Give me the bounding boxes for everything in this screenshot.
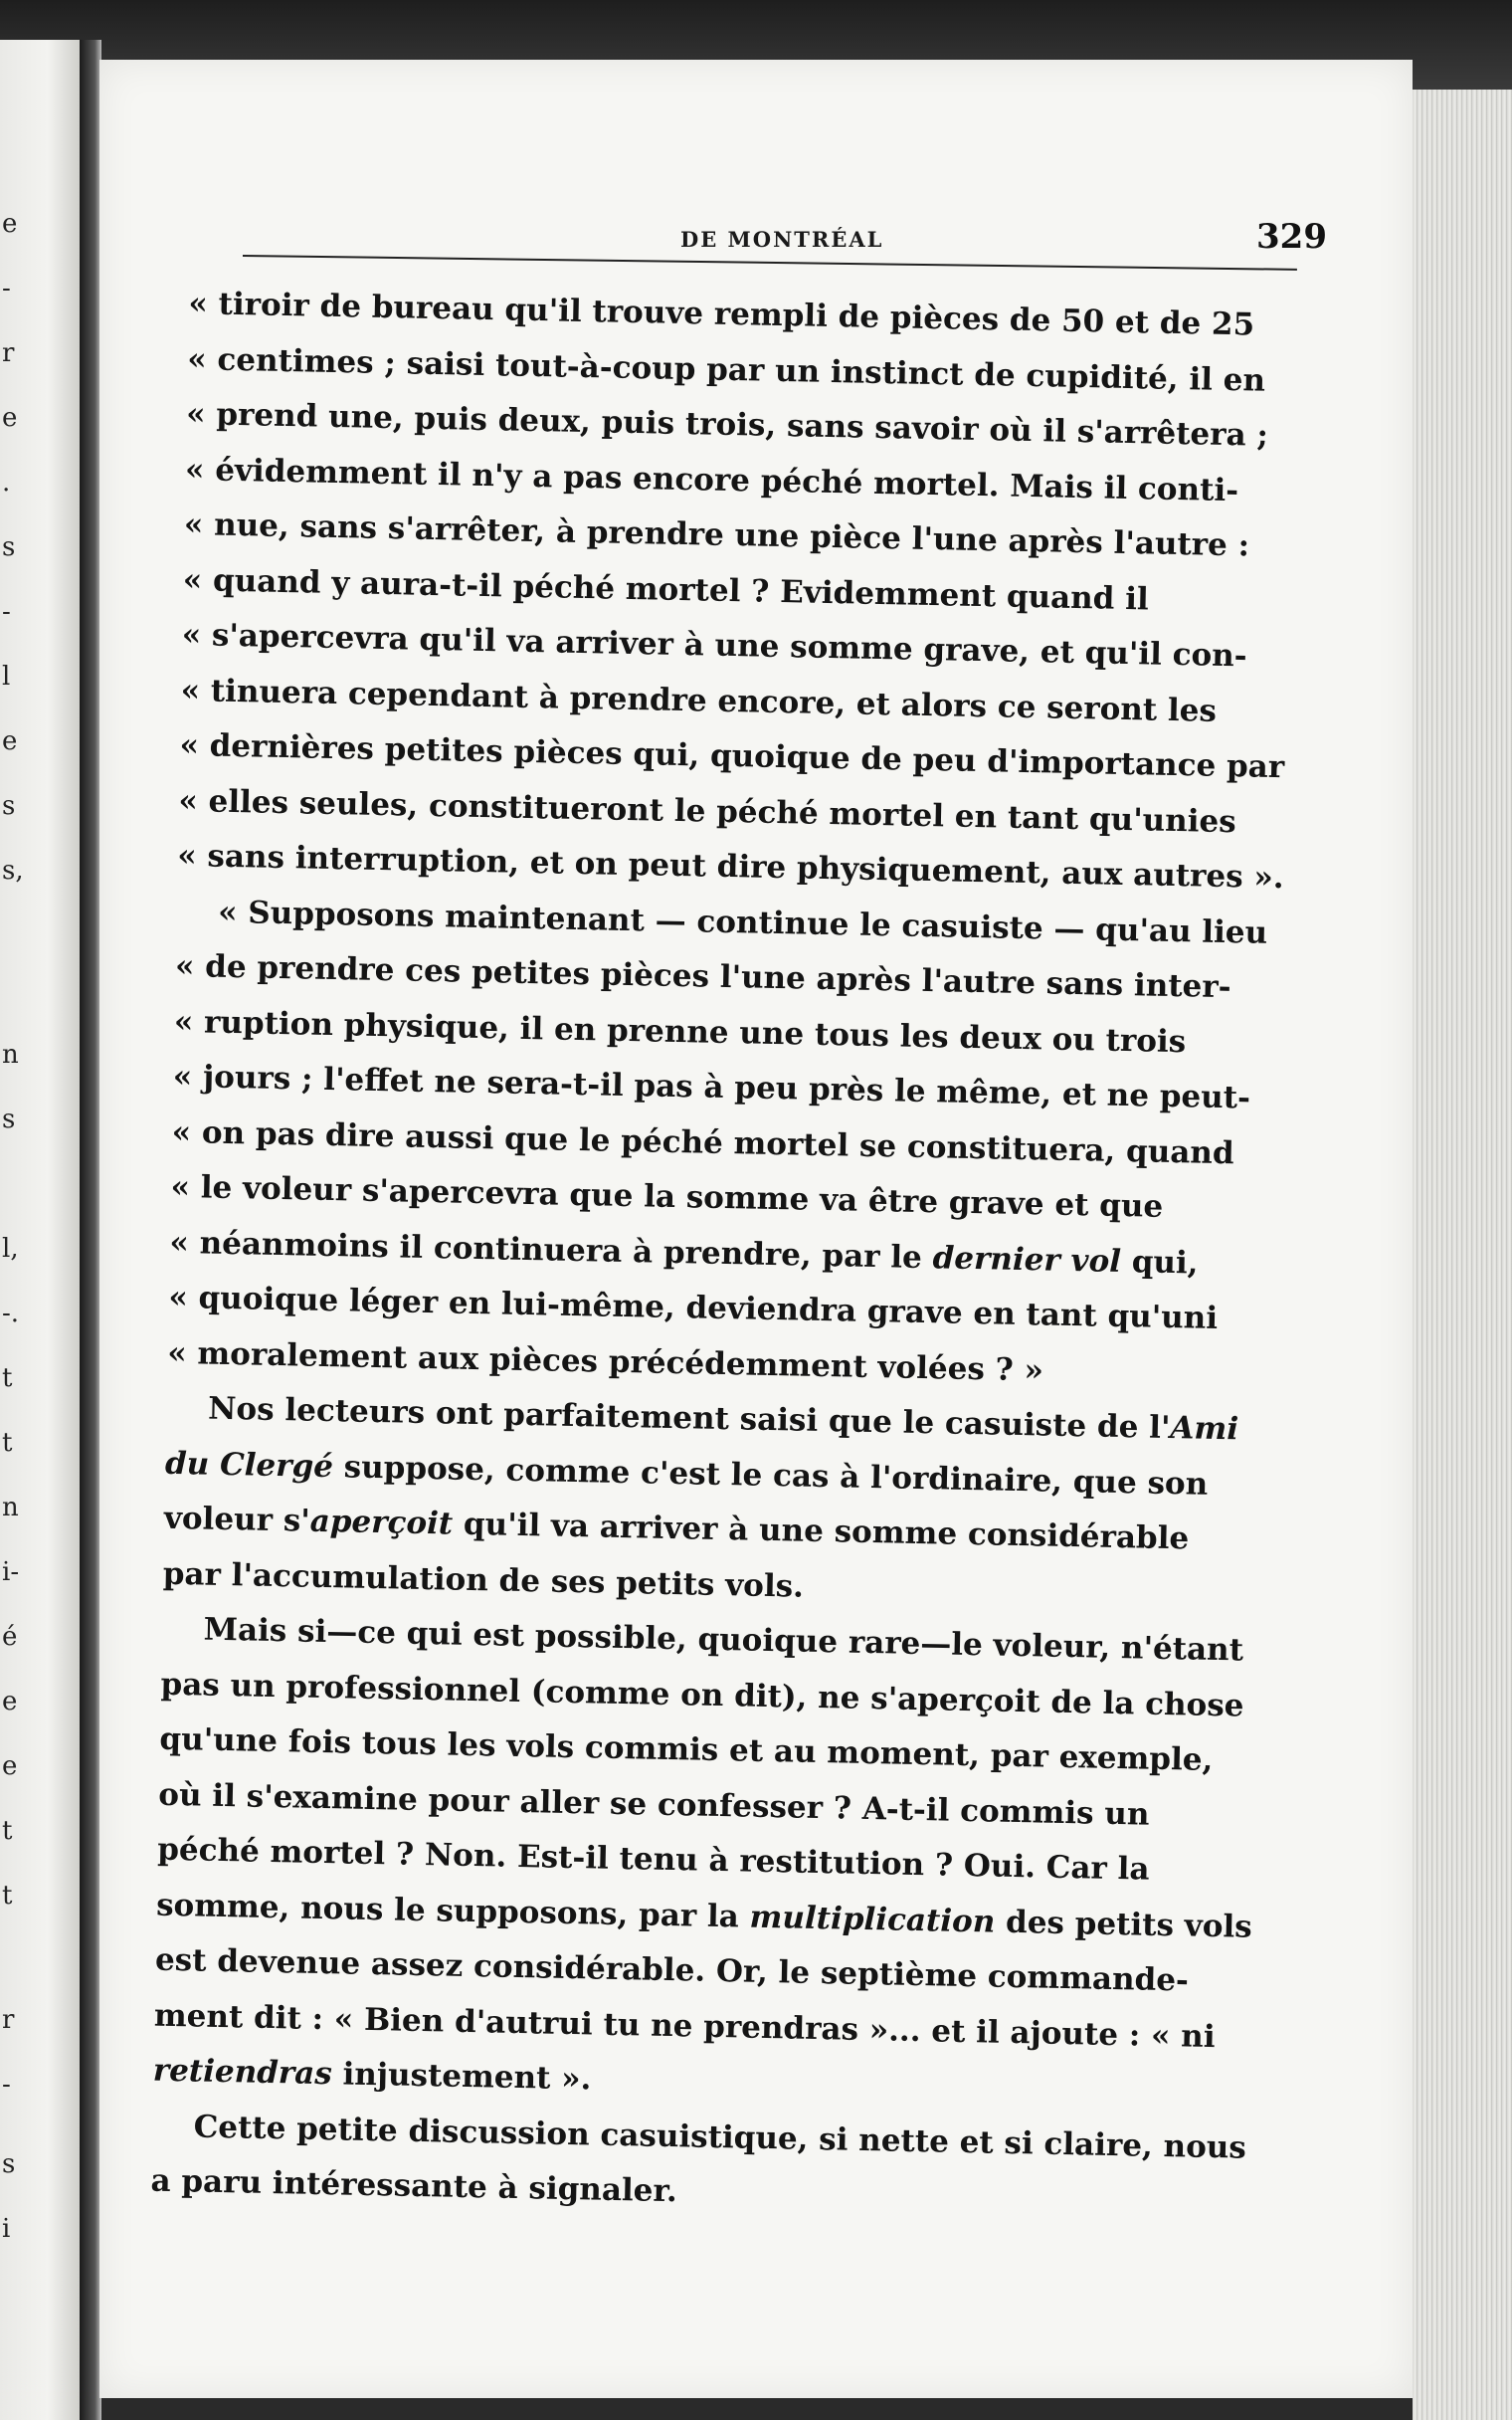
text-line: « tiroir de bureau qu'il trouve rempli de pièces de 50 et de 25: [188, 285, 1255, 343]
facing-page-fragment: i-: [2, 1557, 20, 1587]
text-line: Mais si—ce qui est possible, quoique rare—le voleur, n'étant: [203, 1611, 1244, 1669]
text-fragment: qu'il va arriver à une somme considérable: [452, 1506, 1190, 1557]
paragraph-5: [150, 2099, 1271, 2232]
paragraph-quote-2: [167, 884, 1296, 1403]
facing-page-fragment: r: [2, 2005, 15, 2035]
facing-page-fragment: l: [2, 662, 11, 692]
text-line: « de prendre ces petites pièces l'une après l'autre sans inter-: [174, 947, 1231, 1006]
text-line: péché mortel ? Non. Est-il tenu à restitution ? Oui. Car la: [156, 1831, 1150, 1888]
text-line: « elles seules, constitueront le péché mortel en tant qu'unies: [178, 782, 1237, 840]
facing-page-fragment: -.: [2, 1299, 20, 1328]
text-line: « évidemment il n'y a pas encore péché mortel. Mais il conti-: [184, 451, 1239, 508]
facing-page-fragment: s: [2, 2149, 16, 2179]
facing-page-fragment: -: [2, 597, 11, 627]
text-line: « le voleur s'apercevra que la somme va être grave et que: [170, 1168, 1164, 1225]
text-line: « tinuera cependant à prendre encore, et alors ce seront les: [180, 672, 1218, 729]
text-line: qu'une fois tous les vols commis et au moment, par exemple,: [159, 1720, 1214, 1778]
text-line: « prend une, puis deux, puis trois, sans savoir où il s'arrêtera ;: [185, 395, 1269, 454]
italic-phrase: dernier vol: [932, 1239, 1122, 1280]
paragraph-quote-1: [177, 277, 1308, 907]
facing-page-fragment: .: [2, 468, 11, 498]
page-header: [243, 217, 1327, 257]
text-line: pas un professionnel (comme on dit), ne s'aperçoit de la chose: [160, 1666, 1244, 1724]
text-fragment: qui,: [1120, 1243, 1199, 1282]
text-line: Cette petite discussion casuistique, si nette et si claire, nous: [193, 2108, 1247, 2166]
text-line: par l'accumulation de ses petits vols.: [162, 1555, 805, 1605]
text-line: où il s'examine pour aller se confesser ? A-t-il commis un: [158, 1776, 1150, 1833]
paragraph-4: [152, 1602, 1281, 2121]
text-line: « sans interruption, et on peut dire physiquement, aux autres ».: [176, 837, 1284, 897]
running-head: DE MONTRÉAL: [680, 227, 884, 252]
facing-page-fragment: -: [2, 274, 11, 303]
facing-page-fragment: t: [2, 1428, 13, 1458]
facing-page-fragment: l,: [2, 1234, 19, 1264]
facing-page-fragment: s,: [2, 856, 24, 886]
book-gutter: [80, 40, 101, 2420]
facing-page-fragment: r: [2, 338, 15, 368]
facing-page-edge: [0, 40, 80, 2420]
text-line: « jours ; l'effet ne sera-t-il pas à peu près le même, et ne peut-: [172, 1058, 1251, 1116]
italic-phrase: aperçoit: [309, 1503, 454, 1542]
facing-page-fragment: e: [2, 1687, 18, 1716]
facing-page-fragment: e: [2, 403, 18, 433]
text-line: « ruption physique, il en prenne une tous les deux ou trois: [173, 1003, 1187, 1060]
facing-page-fragment: s: [2, 532, 16, 562]
text-line: « quoique léger en lui-même, deviendra grave en tant qu'uni: [168, 1279, 1219, 1336]
italic-phrase: du Clergé: [164, 1445, 334, 1485]
text-fragment: voleur s': [163, 1500, 311, 1539]
text-fragment: Nos lecteurs ont parfaitement saisi que le casuiste de l': [207, 1390, 1171, 1447]
facing-page-fragment: e: [2, 1751, 18, 1781]
facing-page-fragments: [2, 40, 22, 2420]
facing-page-fragment: t: [2, 1881, 13, 1911]
text-line: « quand y aura-t-il péché mortel ? Evidemment quand il: [182, 561, 1150, 617]
text-line: « moralement aux pièces précédemment volées ? »: [166, 1334, 1044, 1388]
text-line: « s'apercevra qu'il va arriver à une somme grave, et qu'il con-: [181, 616, 1247, 675]
paragraph-3: [162, 1381, 1285, 1625]
facing-page-fragment: t: [2, 1363, 13, 1393]
text-fragment: des petits vols: [994, 1904, 1253, 1945]
text-line: a paru intéressante à signaler.: [150, 2162, 678, 2210]
italic-phrase: Ami: [1170, 1410, 1239, 1448]
text-line: « Supposons maintenant — continue le casuiste — qu'au lieu: [217, 894, 1268, 951]
facing-page-fragment: n: [2, 1493, 19, 1522]
italic-phrase: multiplication: [749, 1899, 996, 1940]
page-stack-edge: [1413, 90, 1512, 2420]
text-line: « on pas dire aussi que le péché mortel se constituera, quand: [171, 1113, 1234, 1171]
text-fragment: somme, nous le supposons, par la: [155, 1887, 751, 1935]
text-line: « centimes ; saisi tout-à-coup par un instinct de cupidité, il en: [186, 340, 1266, 399]
facing-page-fragment: n: [2, 1040, 19, 1070]
facing-page-fragment: -: [2, 2070, 11, 2100]
text-fragment: injustement ».: [331, 2056, 592, 2098]
text-line: « dernières petites pièces qui, quoique de peu d'importance par: [179, 726, 1285, 786]
italic-phrase: retiendras: [152, 2052, 333, 2093]
text-line: « nue, sans s'arrêter, à prendre une pièce l'une après l'autre :: [183, 505, 1250, 564]
facing-page-fragment: s: [2, 791, 16, 821]
body-text: [150, 277, 1308, 2232]
facing-page-fragment: t: [2, 1816, 13, 1846]
text-fragment: suppose, comme c'est le cas à l'ordinaire, que son: [332, 1448, 1209, 1503]
facing-page-fragment: e: [2, 209, 18, 239]
page-number: 329: [1256, 217, 1327, 257]
text-fragment: « néanmoins il continuera à prendre, par le: [169, 1224, 934, 1276]
facing-page-fragment: i: [2, 2214, 11, 2244]
facing-page-fragment: s: [2, 1105, 16, 1134]
text-line: ment dit : « Bien d'autrui tu ne prendras »... et il ajoute : « ni: [153, 1997, 1216, 2055]
facing-page-fragment: é: [2, 1622, 18, 1652]
facing-page-fragment: e: [2, 726, 18, 756]
text-line: est devenue assez considérable. Or, le septième commande-: [154, 1941, 1190, 1999]
